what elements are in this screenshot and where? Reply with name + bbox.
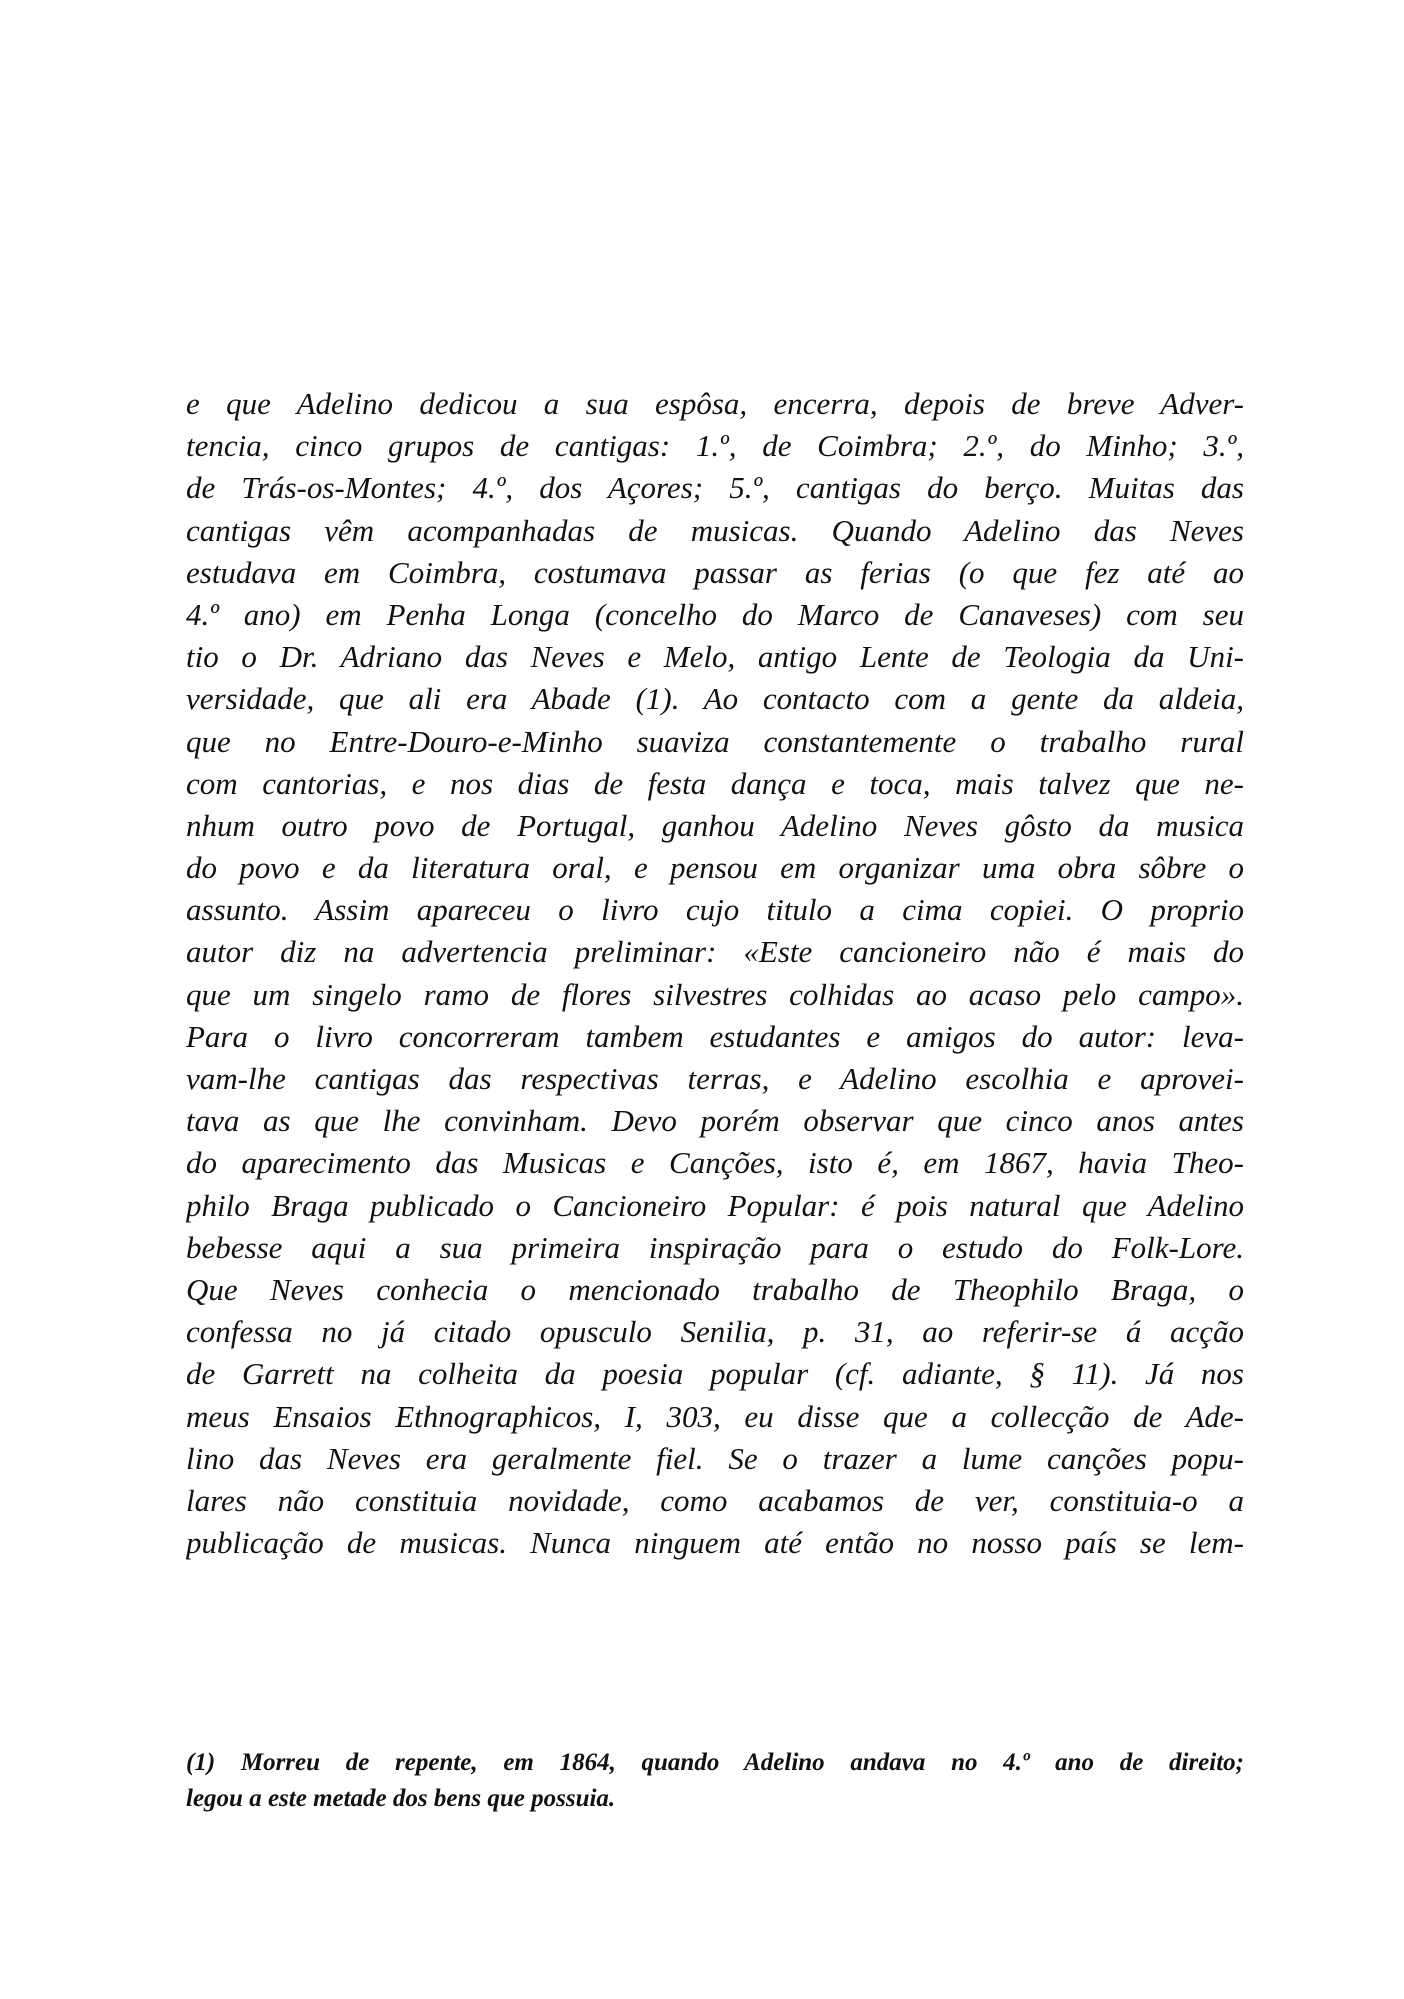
- body-line: versidade, que ali era Abade (1). Ao contacto com a gente da aldeia,: [186, 681, 1244, 717]
- body-line: tava as que lhe convinham. Devo porém observar que cinco anos antes: [186, 1103, 1244, 1139]
- footnote-line: (1) Morreu de repente, em 1864, quando Adelino andava no 4.º ano de direito;: [186, 1749, 1244, 1776]
- body-line: confessa no já citado opusculo Senilia, p. 31, ao referir-se á acção: [186, 1314, 1244, 1350]
- body-line: philo Braga publicado o Cancioneiro Popular: é pois natural que Adelino: [186, 1187, 1244, 1223]
- body-line: que um singelo ramo de flores silvestres colhidas ao acaso pelo campo».: [186, 976, 1244, 1012]
- body-line: vam-lhe cantigas das respectivas terras, e Adelino escolhia e aprovei-: [186, 1061, 1244, 1096]
- body-line: publicação de musicas. Nunca ninguem até então no nosso país se lem-: [186, 1525, 1244, 1561]
- body-line: lares não constituia novidade, como acabamos de ver, constituia-o a: [186, 1482, 1244, 1518]
- body-line: do aparecimento das Musicas e Canções, isto é, em 1867, havia Theo-: [186, 1145, 1244, 1181]
- body-line: estudava em Coimbra, costumava passar as ferias (o que fez até ao: [186, 554, 1244, 590]
- body-text: [186, 383, 1244, 1564]
- body-line: bebesse aqui a sua primeira inspiração para o estudo do Folk-Lore.: [186, 1229, 1244, 1265]
- footnote-line: legou a este metade dos bens que possuia.: [186, 1785, 616, 1812]
- footnote: [186, 1745, 1244, 1817]
- body-line: do povo e da literatura oral, e pensou em organizar uma obra sôbre o: [186, 850, 1244, 886]
- body-line: de Trás-os-Montes; 4.º, dos Açores; 5.º, cantigas do berço. Muitas das: [186, 470, 1244, 506]
- body-line: cantigas vêm acompanhadas de musicas. Quando Adelino das Neves: [186, 512, 1244, 548]
- body-line: Que Neves conhecia o mencionado trabalho de Theophilo Braga, o: [186, 1271, 1244, 1307]
- body-line: autor diz na advertencia preliminar: «Este cancioneiro não é mais do: [186, 934, 1244, 970]
- body-line: lino das Neves era geralmente fiel. Se o trazer a lume canções popu-: [186, 1440, 1244, 1476]
- body-line: nhum outro povo de Portugal, ganhou Adelino Neves gôsto da musica: [186, 807, 1244, 843]
- body-line: com cantorias, e nos dias de festa dança e toca, mais talvez que ne-: [186, 765, 1244, 801]
- body-line: de Garrett na colheita da poesia popular (cf. adiante, § 11). Já nos: [186, 1356, 1244, 1392]
- body-line: 4.º ano) em Penha Longa (concelho do Marco de Canaveses) com seu: [186, 596, 1244, 632]
- body-line: meus Ensaios Ethnographicos, I, 303, eu disse que a collecção de Ade-: [186, 1398, 1244, 1434]
- body-line: que no Entre-Douro-e-Minho suaviza constantemente o trabalho rural: [186, 723, 1244, 759]
- body-line: tencia, cinco grupos de cantigas: 1.º, de Coimbra; 2.º, do Minho; 3.º,: [186, 428, 1244, 464]
- body-line: e que Adelino dedicou a sua espôsa, encerra, depois de breve Adver-: [186, 386, 1244, 421]
- body-line: tio o Dr. Adriano das Neves e Melo, antigo Lente de Teologia da Uni-: [186, 639, 1244, 675]
- body-line: assunto. Assim apareceu o livro cujo titulo a cima copiei. O proprio: [186, 892, 1244, 928]
- body-line: Para o livro concorreram tambem estudantes e amigos do autor: leva-: [186, 1018, 1244, 1054]
